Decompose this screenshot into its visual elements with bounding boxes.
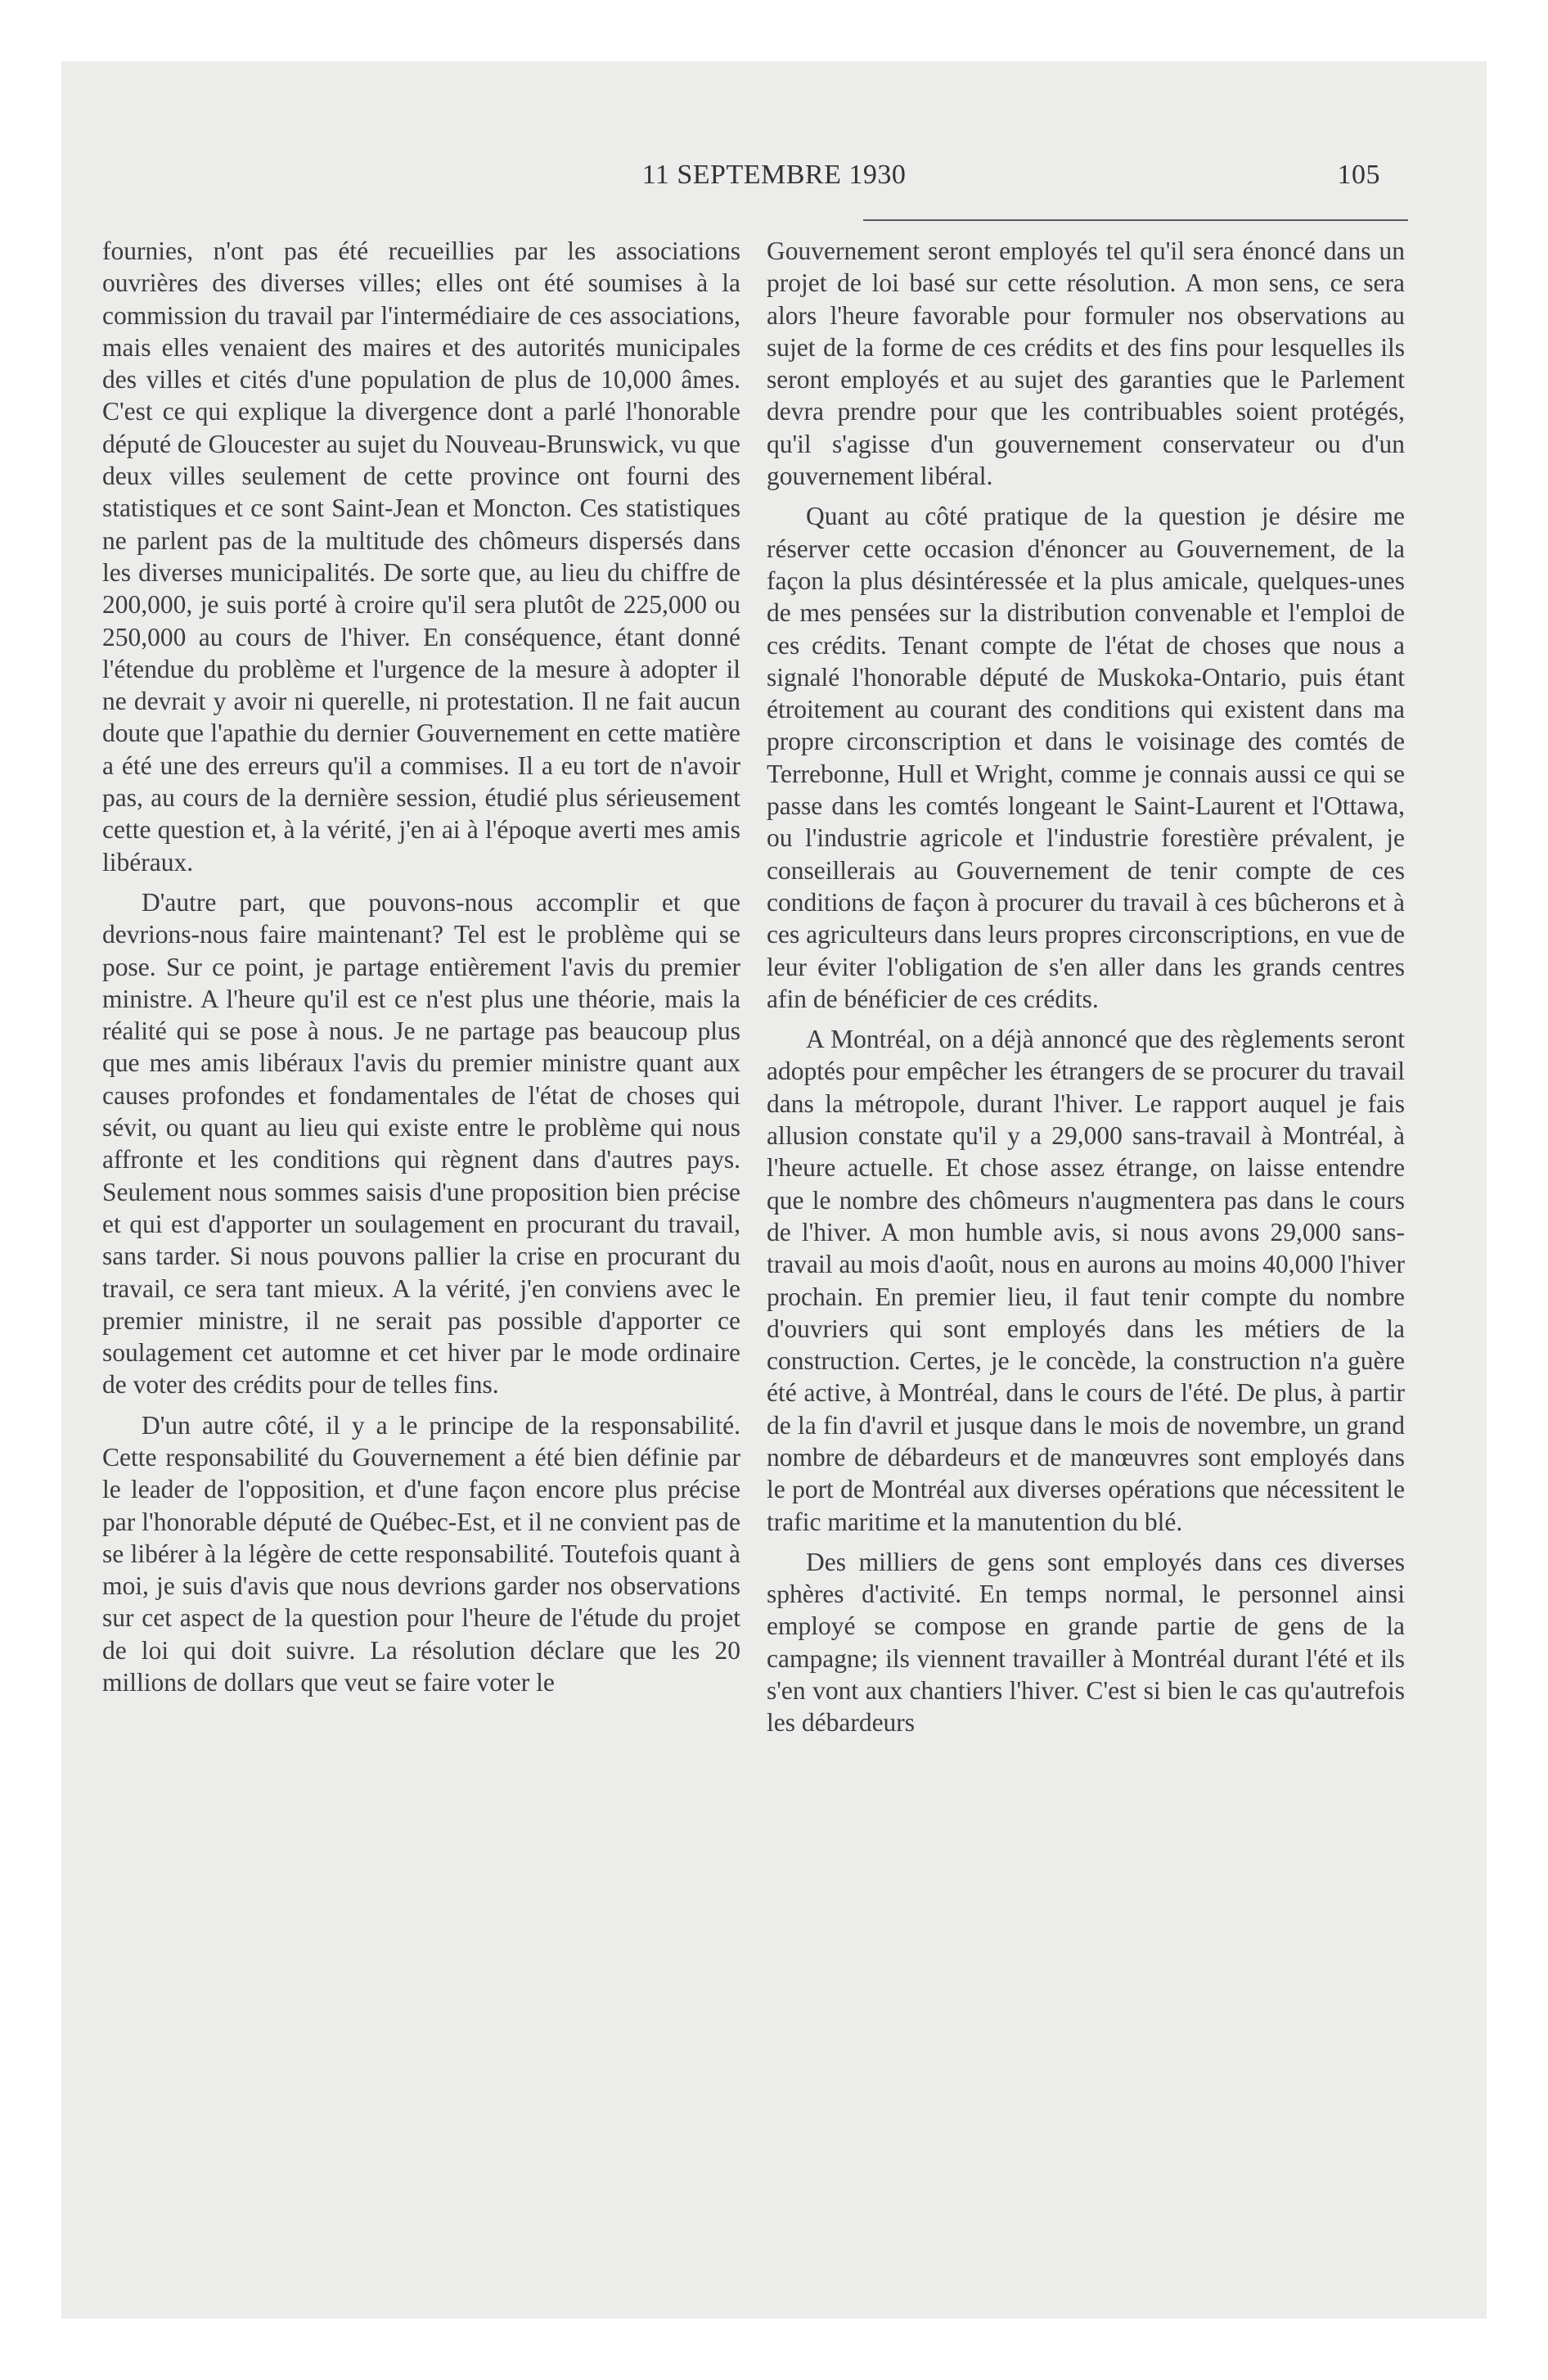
header-rule (863, 219, 1408, 221)
left-column (102, 235, 740, 1706)
header-date: 11 SEPTEMBRE 1930 (641, 160, 907, 190)
right-paragraph-1: Gouvernement seront employés tel qu'il sera énoncé dans un projet de loi basé sur cette résolution. A mon sens, ce sera alors l'heure favorable pour formuler nos observations au sujet de la forme de ces crédits et des fins pour lesquelles ils seront employés et au sujet des garanties que le Parlement devra prendre pour que les contribuables soient protégés, qu'il s'agisse d'un gouvernement conservateur ou d'un gouvernement libéral. (767, 237, 1405, 491)
right-paragraph-2: Quant au côté pratique de la question je désire me réserver cette occasion d'énoncer au Gouvernement, de la façon la plus désintéressée et la plus amicale, quelques-unes de mes pensées sur la distribution convenable et l'emploi de ces crédits. Tenant compte de l'état de choses que nous a signalé l'honorable député de Muskoka-Ontario, puis étant étroitement au courant des conditions qui existent dans ma propre circonscription et dans le voisinage des comtés de Terrebonne, Hull et Wright, comme je connais aussi ce qui se passe dans les comtés longeant le Saint-Laurent et l'Ottawa, ou l'industrie agricole et l'industrie forestière prévalent, je conseillerais au Gouvernement de tenir compte de ces conditions de façon à procurer du travail à ces bûcherons et à ces agriculteurs dans leurs propres circonscriptions, en vue de leur éviter l'obligation de s'en aller dans les grands centres afin de bénéficier de ces crédits. (767, 502, 1405, 1013)
right-paragraph-3: A Montréal, on a déjà annoncé que des règlements seront adoptés pour empêcher les étrangers de se procurer du travail dans la métropole, durant l'hiver. Le rapport auquel je fais allusion constate qu'il y a 29,000 sans-travail à Montréal, à l'heure actuelle. Et chose assez étrange, on laisse entendre que le nombre des chômeurs n'augmentera pas dans le cours de l'hiver. A mon humble avis, si nous avons 29,000 sans-travail au mois d'août, nous en aurons au moins 40,000 l'hiver prochain. En premier lieu, il faut tenir compte du nombre d'ouvriers qui sont employés dans les métiers de la construction. Certes, je le concède, la construction n'a guère été active, à Montréal, dans le cours de l'été. De plus, à partir de la fin d'avril et jusque dans le mois de novembre, un grand nombre de débardeurs et de manœuvres sont employés dans le port de Montréal aux diverses opérations que nécessitent le trafic maritime et la manutention du blé. (767, 1025, 1405, 1536)
page-number: 105 (1337, 160, 1380, 190)
right-paragraph-4: Des milliers de gens sont employés dans ces diverses sphères d'activité. En temps normal, le personnel ainsi employé se compose en grande partie de gens de la campagne; ils viennent travailler à Montréal durant l'été et ils s'en vont aux chantiers l'hiver. C'est si bien le cas qu'autrefois les débardeurs (767, 1547, 1405, 1738)
left-paragraph-3: D'un autre côté, il y a le principe de la responsabilité. Cette responsabilité du Gouvernement a été bien définie par le leader de l'opposition, et d'une façon encore plus précise par l'honorable député de Québec-Est, et il ne convient pas de se libérer à la légère de cette responsabilité. Toutefois quant à moi, je suis d'avis que nous devrions garder nos observations sur cet aspect de la question pour l'heure de l'étude du projet de loi qui doit suivre. La résolution déclare que les 20 millions de dollars que veut se faire voter le (102, 1410, 740, 1697)
right-column (767, 235, 1405, 1747)
left-paragraph-2: D'autre part, que pouvons-nous accomplir et que devrions-nous faire maintenant? Tel est le problème qui se pose. Sur ce point, je partage entièrement l'avis du premier ministre. A l'heure qu'il est ce n'est plus une théorie, mais la réalité qui se pose à nous. Je ne partage pas beaucoup plus que mes amis libéraux l'avis du premier ministre quant aux causes profondes et fondamentales de l'état de choses qui sévit, ou quant au lieu qui existe entre le problème qui nous affronte et les conditions qui règnent dans d'autres pays. Seulement nous sommes saisis d'une proposition bien précise et qui est d'apporter un soulagement en procurant du travail, sans tarder. Si nous pouvons pallier la crise en procurant du travail, ce sera tant mieux. A la vérité, j'en conviens avec le premier ministre, il ne serait pas possible d'apporter ce soulagement cet automne et cet hiver par le mode ordinaire de voter des crédits pour de telles fins. (102, 887, 740, 1400)
left-paragraph-1: fournies, n'ont pas été recueillies par les associations ouvrières des diverses villes; elles ont été soumises à la commission du travail par l'intermédiaire de ces associations, mais elles venaient des maires et des autorités municipales des villes et cités d'une population de plus de 10,000 âmes. C'est ce qui explique la divergence dont a parlé l'honorable député de Gloucester au sujet du Nouveau-Brunswick, vu que deux villes seulement de cette province ont fourni des statistiques et ce sont Saint-Jean et Moncton. Ces statistiques ne parlent pas de la multitude des chômeurs dispersés dans les diverses municipalités. De sorte que, au lieu du chiffre de 200,000, je suis porté à croire qu'il sera plutôt de 225,000 ou 250,000 au cours de l'hiver. En conséquence, étant donné l'étendue du problème et l'urgence de la mesure à adopter il ne devrait y avoir ni querelle, ni protestation. Il ne fait aucun doute que l'apathie du dernier Gouvernement en cette matière a été une des erreurs qu'il a commises. Il a eu tort de n'avoir pas, au cours de la dernière session, étudié plus sérieusement cette question et, à la vérité, j'en ai à l'époque averti mes amis libéraux. (102, 237, 740, 877)
running-header (61, 160, 1487, 209)
scanned-page (61, 61, 1487, 2319)
